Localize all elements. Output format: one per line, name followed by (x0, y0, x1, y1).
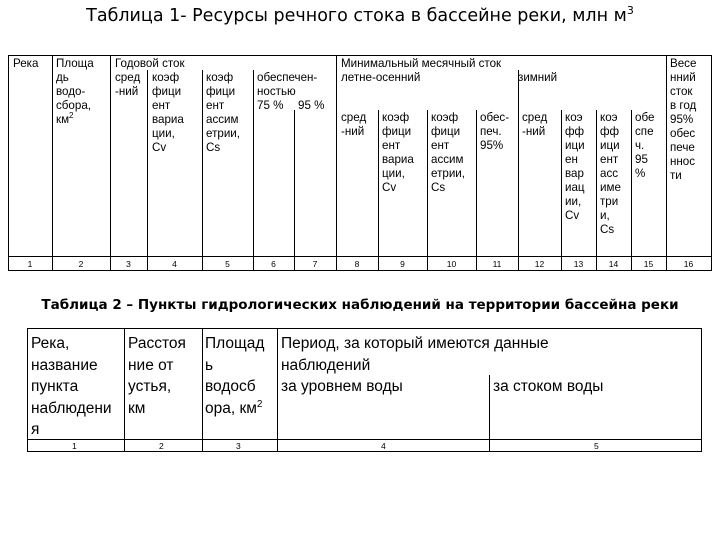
t1-header-river: Река (13, 57, 39, 70)
t1-header-annual-prob: обеспечен- ностью (257, 71, 318, 98)
t1-colnum: 9 (400, 259, 405, 269)
t1-colnum: 14 (608, 259, 619, 269)
table2-title-rest: – Пункты гидрологических наблюдений на территории бассейна реки (121, 297, 679, 313)
t1-colnum: 5 (225, 259, 230, 269)
t2-header-water-level: за уровнем воды (281, 378, 403, 395)
t1-colnum: 2 (78, 259, 84, 269)
t1-colnum: 13 (573, 259, 584, 269)
t1-header-w-cv: коэ фф ици ен вар иац ии, Cv (565, 111, 585, 222)
t2-colnum: 5 (594, 441, 599, 451)
t1-header-sa-mean: сред -ний (341, 111, 367, 138)
t1-colnum: 8 (354, 259, 360, 269)
t1-colnum: 4 (172, 259, 177, 269)
t1-header-area-sup: 2 (69, 111, 74, 121)
t2-colnum: 3 (236, 441, 241, 451)
t1-colnum: 10 (446, 259, 457, 269)
t1-header-annual-cs: коэф фици ент ассим етрии, Cs (206, 71, 240, 154)
t1-colnum: 6 (271, 259, 276, 269)
t2-header-runoff: за стоком воды (493, 378, 604, 395)
table2-title-prefix: Таблица 2 (41, 297, 122, 313)
table1-title-sup: 3 (626, 4, 634, 18)
t1-header-sa-prob: обес- печ. 95% (480, 111, 510, 152)
t1-colnum: 15 (643, 259, 654, 269)
t2-colnum: 1 (72, 441, 77, 451)
t1-header-w-mean: сред -ний (522, 111, 548, 138)
t1-header-annual: Годовой сток (115, 57, 185, 70)
t1-header-spring: Весе нний сток в год 95% обес пече ннос ти (670, 57, 697, 182)
t1-header-w-cs: коэ фф ици ент асс име три и, Cs (600, 111, 621, 236)
t1-header-sa-cs: коэф фици ент ассим етрии, Cs (431, 111, 465, 194)
t1-colnum: 7 (312, 259, 318, 269)
t1-colnum: 12 (534, 259, 545, 269)
t1-colnum: 1 (27, 259, 33, 269)
t2-colnum: 2 (159, 441, 164, 451)
t1-header-winter: зимний (518, 71, 558, 84)
t2-header-area-sup: 2 (256, 398, 263, 410)
t1-header-summer-autumn: летне-осенний (341, 71, 421, 84)
t1-colnum: 3 (126, 259, 131, 269)
t1-colnum: 16 (683, 259, 694, 269)
t1-colnum: 11 (492, 259, 502, 269)
t1-header-area: Площа дь водо- сбора, $км^2$ (56, 57, 94, 126)
table1-title-text: Таблица 1- Ресурсы речного стока в бассейне реки, млн м (86, 6, 627, 26)
t2-colnum: 4 (381, 441, 386, 451)
t1-header-sa-cv: коэф фици ент вариа ции, Cv (382, 111, 414, 194)
t1-header-annual-cv: коэф фици ент вариа ции, Cv (152, 71, 184, 154)
t2-header-river-point: Река, название пункта наблюдени я (31, 335, 112, 438)
t1-header-min-monthly: Минимальный месячный сток (341, 57, 502, 70)
t1-header-annual-mean: сред -ний (115, 71, 141, 98)
t1-header-p75: 75 % (257, 99, 284, 112)
t2-header-area: Площад ь водосб ора, $км^2$ (205, 335, 265, 417)
t1-header-w-prob: обе спе ч. 95 % (635, 111, 655, 180)
t2-header-period: Период, за который имеются данные наблюдений (281, 335, 549, 374)
t2-header-distance: Расстоя ние от устья, км (128, 335, 186, 417)
t1-header-p95: 95 % (298, 99, 325, 112)
